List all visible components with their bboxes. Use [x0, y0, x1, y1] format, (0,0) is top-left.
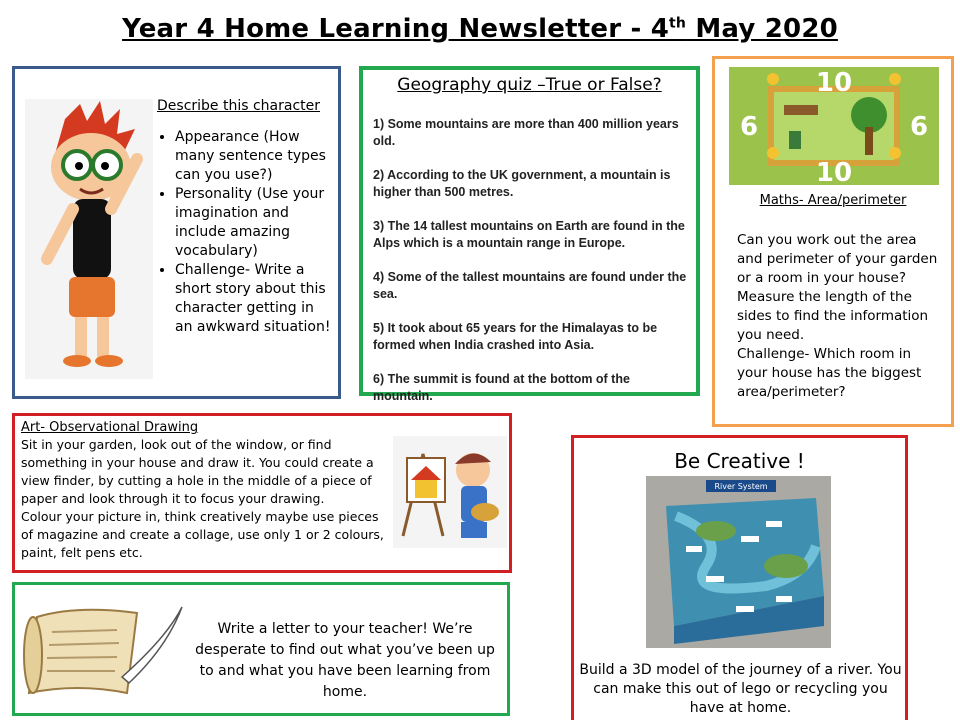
letter-text: Write a letter to your teacher! We’re desperate to find out what you’ve been up to and what you have been learning from home.	[195, 621, 495, 700]
maths-heading: Maths- Area/perimeter	[759, 193, 907, 208]
quiz-question: 4) Some of the tallest mountains are found under the sea.	[373, 270, 687, 301]
creative-panel	[571, 435, 908, 720]
art-panel	[12, 413, 512, 573]
width-label: 6	[909, 112, 929, 142]
art-body-2: Colour your picture in, think creatively maybe use pieces of magazine and create a collage, use only 1 or 2 colours, paint, felt pens etc.	[21, 509, 384, 560]
scroll-quill-image	[17, 597, 187, 703]
maths-panel	[712, 56, 954, 427]
character-heading: Describe this character	[157, 98, 321, 114]
art-text	[21, 436, 393, 562]
geography-quiz-panel	[359, 66, 700, 403]
maths-text	[737, 231, 942, 402]
creative-text: Build a 3D model of the journey of a river. You can make this out of lego or recycling you have at home.	[579, 662, 902, 716]
river-model-image	[646, 476, 831, 648]
width-label: 6	[739, 112, 759, 142]
quiz-question: 6) The summit is found at the bottom of the mountain.	[373, 372, 630, 403]
quiz-question: 5) It took about 65 years for the Himalayas to be formed when India crashed into Asia.	[373, 321, 658, 352]
art-body: Sit in your garden, look out of the window, or find something in your house and draw it. You could create a view finder, by cutting a hole in the middle of a piece of paper and look through it to focus your drawing.	[21, 437, 374, 506]
quiz-question: 3) The 14 tallest mountains on Earth are found in the Alps which is a mountain range in Europe.	[373, 219, 685, 250]
maths-challenge: Challenge- Which room in your house has the biggest area/perimeter?	[737, 346, 922, 400]
geography-quiz-title: Geography quiz –True or False?	[397, 75, 662, 95]
list-item: • Challenge- Write a short story about this character getting in an awkward situation!	[175, 261, 333, 337]
maths-body: Can you work out the area and perimeter of your garden or a room in your house? Measure the length of the sides to find the information you need.	[737, 232, 938, 343]
letter-panel	[12, 582, 510, 716]
character-panel	[12, 66, 341, 399]
newsletter-title: Year 4 Home Learning Newsletter - 4th May 2020	[122, 14, 838, 44]
creative-heading: Be Creative !	[674, 449, 805, 473]
length-label: 10	[815, 158, 853, 185]
length-label: 10	[815, 68, 853, 98]
character-task-list	[157, 128, 333, 337]
cartoon-boy-image	[25, 99, 153, 379]
model-title-label: River System	[714, 482, 768, 491]
list-item: • Personality (Use your imagination and include amazing vocabulary)	[175, 185, 333, 261]
list-item: • Appearance (How many sentence types can you use?)	[175, 128, 333, 185]
quiz-question: 2) According to the UK government, a mountain is higher than 500 metres.	[373, 168, 671, 199]
quiz-question: 1) Some mountains are more than 400 million years old.	[373, 117, 679, 148]
garden-perimeter-image	[729, 67, 939, 185]
painting-boy-image	[393, 436, 507, 548]
art-heading: Art- Observational Drawing	[21, 420, 199, 435]
